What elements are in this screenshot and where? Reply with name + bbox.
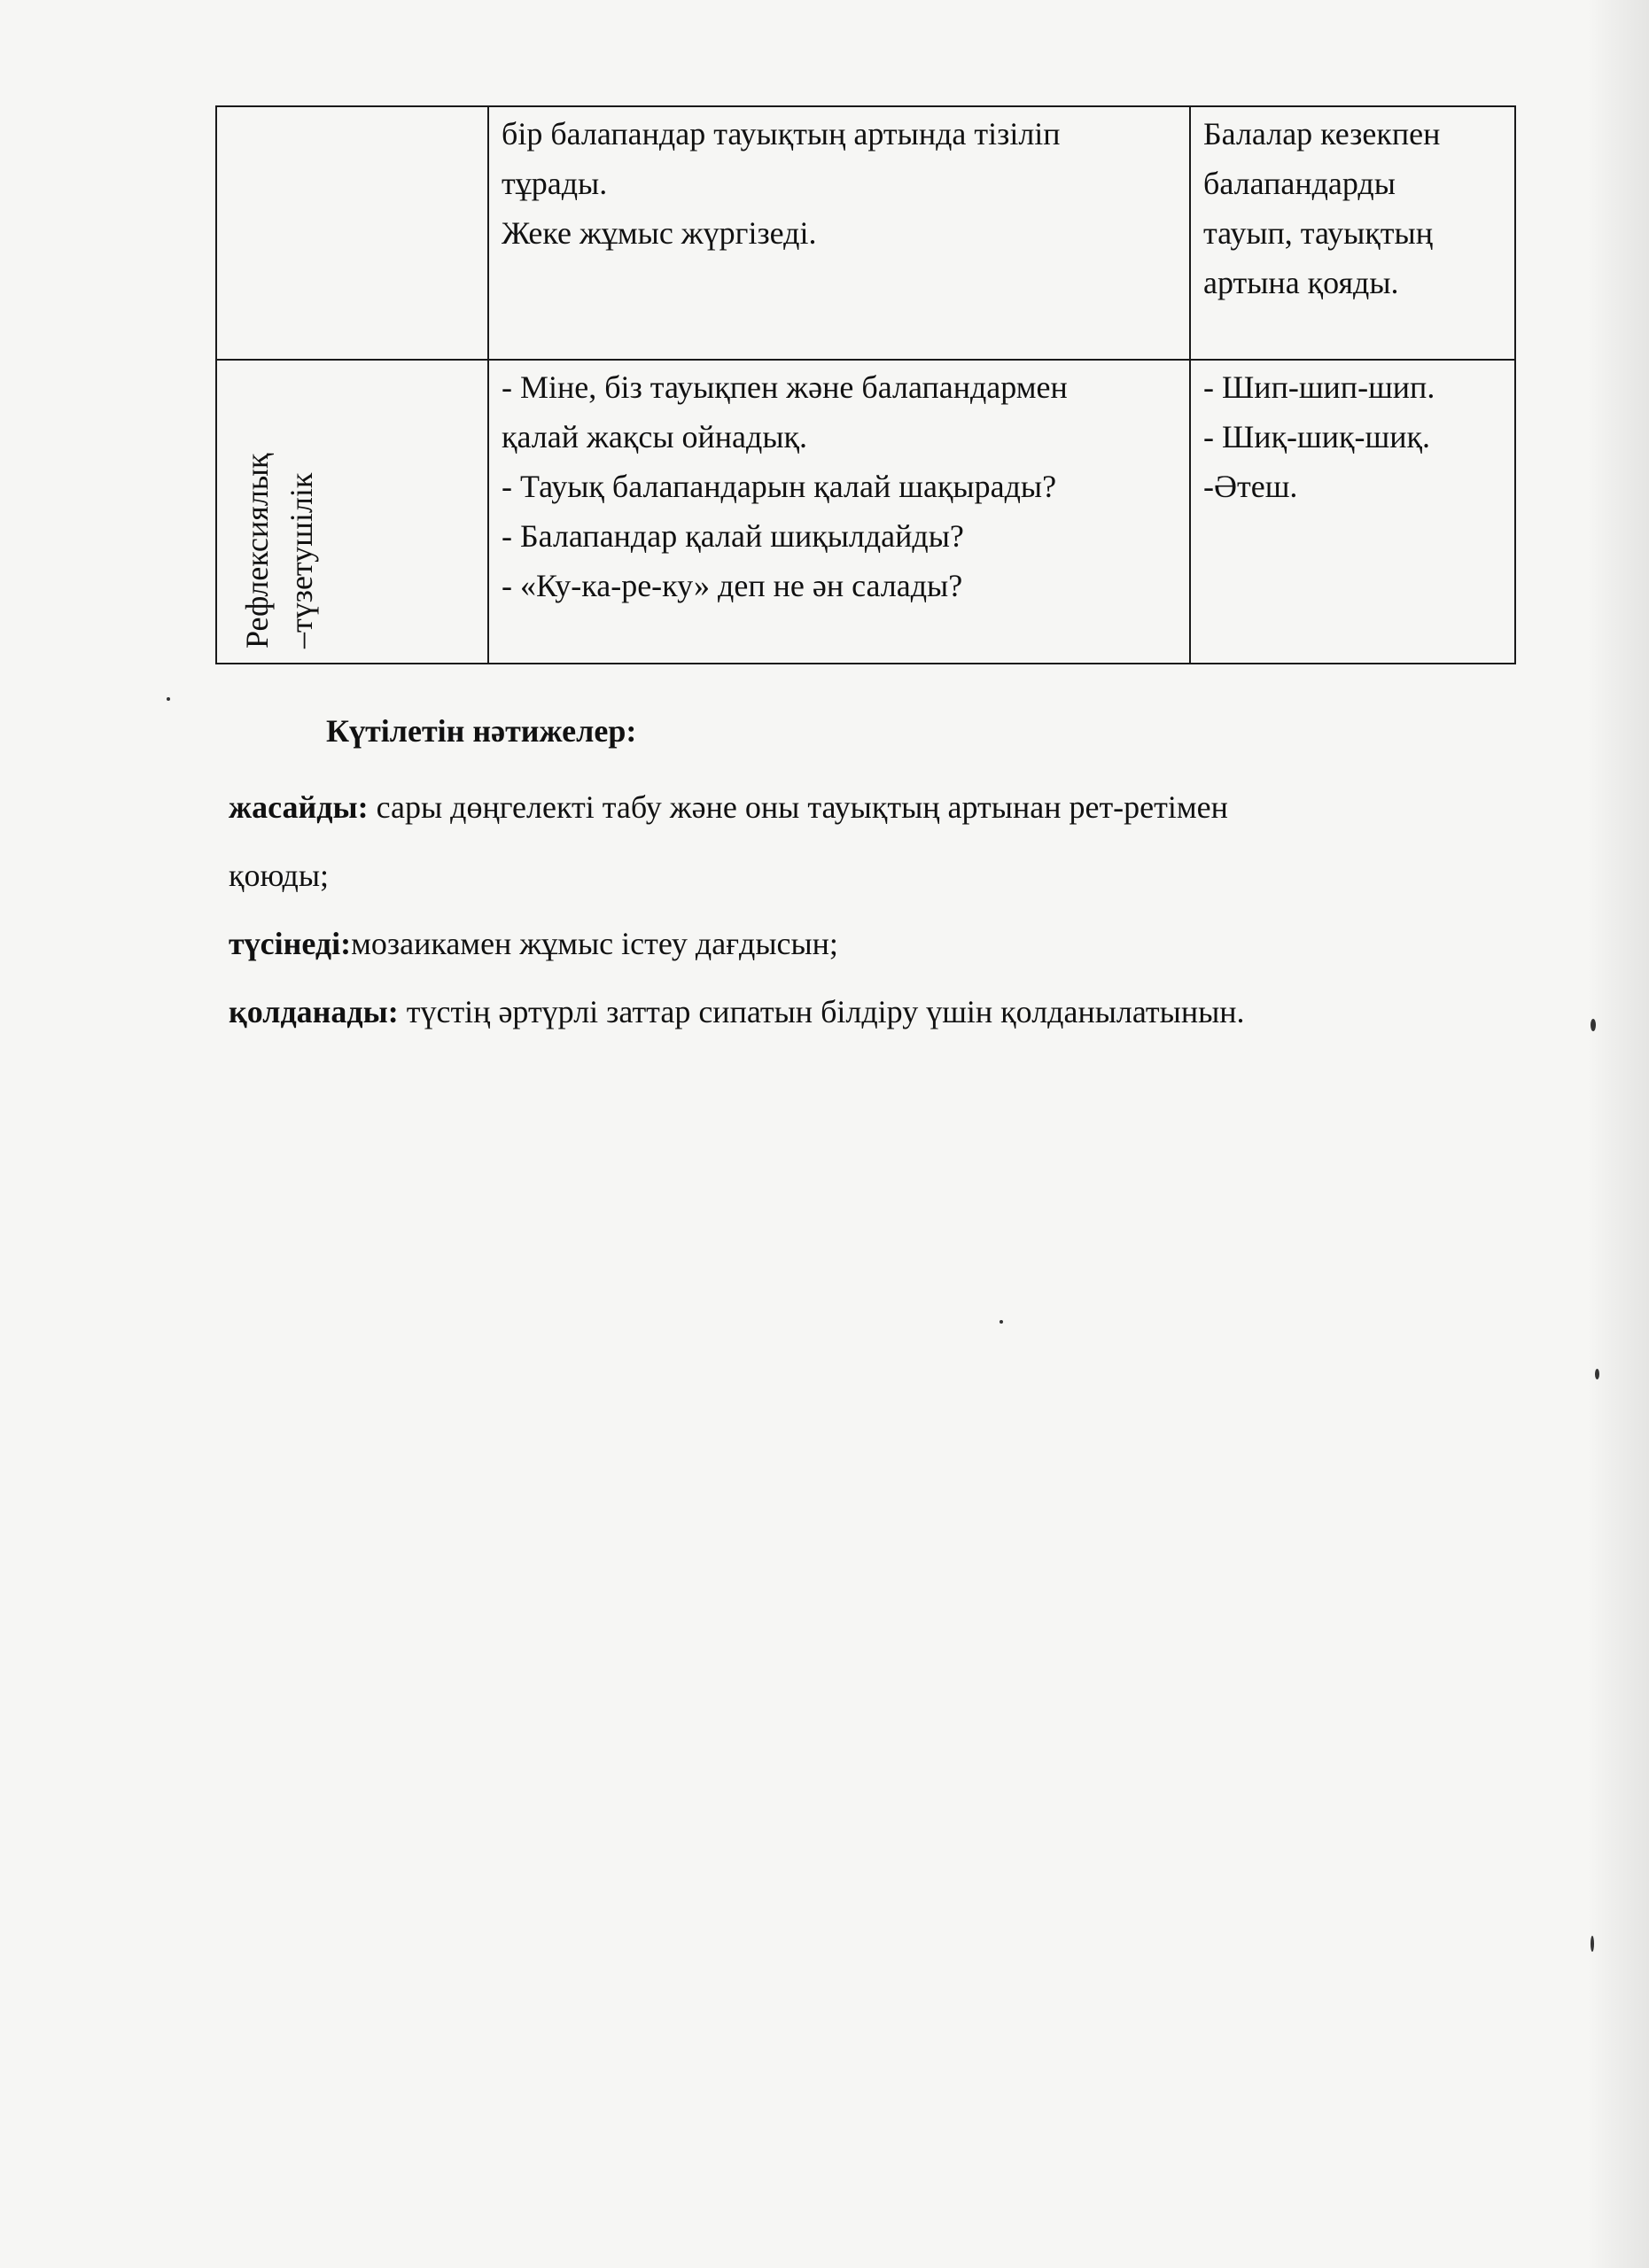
result-item	[229, 910, 1513, 978]
result-item	[229, 978, 1513, 1046]
expected-results-title: Күтілетін нәтижелер:	[326, 713, 637, 749]
children-activity-cell	[1190, 106, 1515, 360]
scan-speck	[1591, 1019, 1596, 1031]
result-item	[229, 842, 1513, 910]
result-text: сары дөңгелекті табу және оны тауықтың артынан рет-ретімен	[368, 789, 1228, 825]
scan-speck	[1591, 1936, 1594, 1952]
stage-label-vertical	[235, 454, 323, 649]
result-text: мозаикамен жұмыс істеу дағдысын;	[351, 926, 838, 961]
children-line: - Шип-шип-шип.	[1203, 369, 1435, 405]
scan-speck	[1000, 1320, 1003, 1324]
scan-page-edge	[1587, 0, 1649, 2268]
children-line: - Шиқ-шиқ-шиқ.	[1203, 419, 1430, 454]
children-line: тауып, тауықтың	[1203, 215, 1433, 251]
expected-results-section	[229, 704, 1513, 1046]
teacher-line: - «Ку-ка-ре-ку» деп не ән салады?	[502, 568, 963, 603]
stage-cell	[216, 360, 488, 664]
teacher-activity-cell	[488, 360, 1190, 664]
result-text: түстің әртүрлі заттар сипатын білдіру үшін қолданылатынын.	[398, 994, 1245, 1029]
children-line: артына қояды.	[1203, 265, 1399, 300]
scan-speck	[1595, 1369, 1599, 1379]
result-text: қоюды;	[229, 858, 330, 893]
stage-cell	[216, 106, 488, 360]
teacher-line: - Міне, біз тауықпен және балапандармен	[502, 369, 1068, 405]
result-key: түсінеді:	[229, 926, 352, 961]
teacher-line: - Балапандар қалай шиқылдайды?	[502, 518, 964, 554]
children-line: балапандарды	[1203, 166, 1396, 201]
result-key: жасайды:	[229, 789, 369, 825]
teacher-line: Жеке жұмыс жүргізеді.	[502, 215, 817, 251]
teacher-activity-cell	[488, 106, 1190, 360]
scan-speck	[167, 697, 170, 701]
teacher-line: - Тауық балапандарын қалай шақырады?	[502, 469, 1057, 504]
teacher-line: бір балапандар тауықтың артында тізіліп	[502, 116, 1061, 151]
lesson-table	[215, 105, 1516, 664]
teacher-line: тұрады.	[502, 166, 608, 201]
teacher-line: қалай жақсы ойнадық.	[502, 419, 808, 454]
stage-line: Рефлексиялық	[239, 453, 275, 649]
children-line: Балалар кезекпен	[1203, 116, 1441, 151]
children-line: -Әтеш.	[1203, 469, 1298, 504]
result-item	[229, 773, 1513, 842]
table-row	[216, 106, 1515, 360]
children-activity-cell	[1190, 360, 1515, 664]
result-key: қолданады:	[229, 994, 399, 1029]
stage-line: –түзетушілік	[284, 472, 319, 649]
table-row	[216, 360, 1515, 664]
